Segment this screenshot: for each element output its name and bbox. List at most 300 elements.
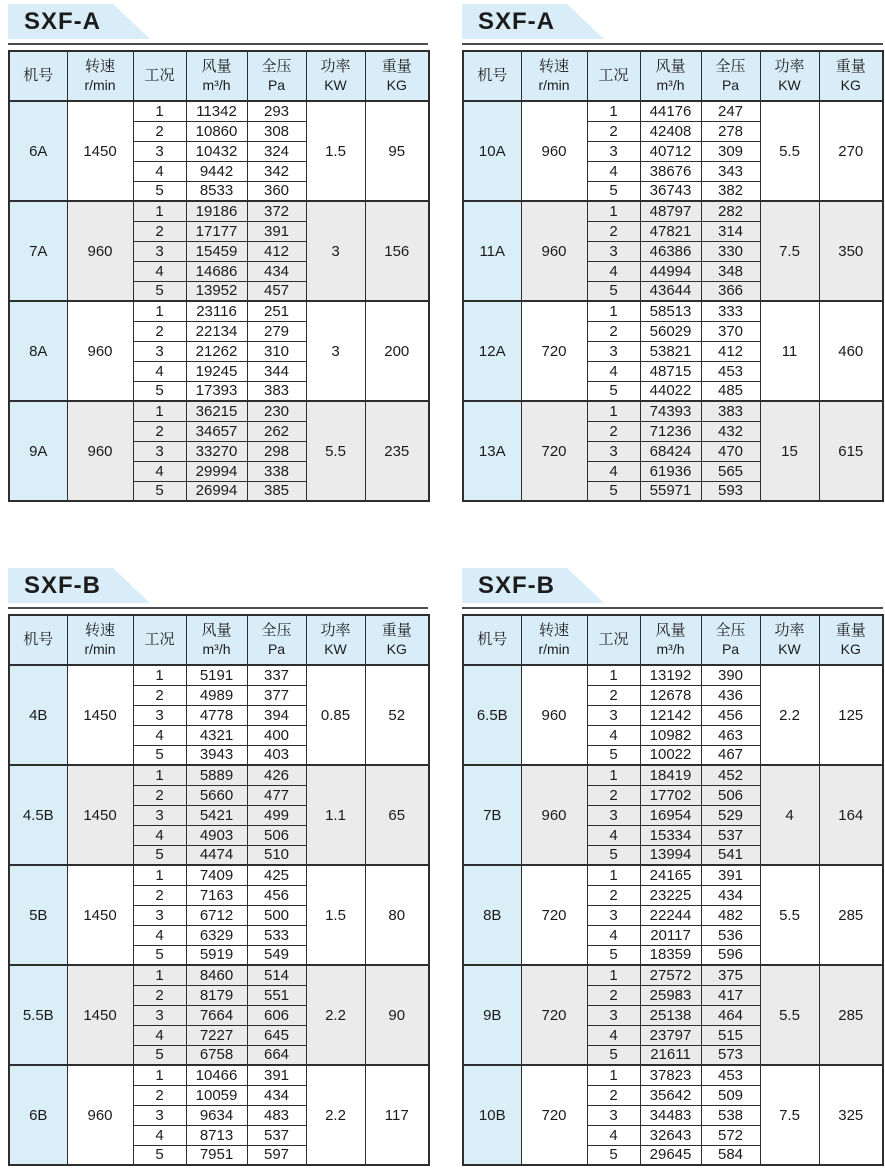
condition-cell: 3 (133, 1105, 186, 1125)
power-cell: 7.5 (760, 1065, 819, 1165)
pressure-cell: 573 (701, 1045, 760, 1065)
spec-row (463, 765, 883, 785)
airflow-cell: 17177 (186, 221, 247, 241)
condition-cell: 1 (587, 301, 640, 321)
condition-cell: 5 (587, 1145, 640, 1165)
spec-panel (8, 4, 428, 502)
pressure-cell: 565 (701, 461, 760, 481)
col-header-power: 功率 KW (760, 615, 819, 665)
model-cell: 5.5B (9, 965, 67, 1065)
model-cell: 4.5B (9, 765, 67, 865)
condition-cell: 4 (587, 161, 640, 181)
spec-table (8, 50, 430, 502)
spec-panel (8, 568, 428, 1166)
col-header-condition: 工况 (587, 51, 640, 101)
weight-cell: 200 (365, 301, 429, 401)
weight-cell: 235 (365, 401, 429, 501)
pressure-cell: 483 (247, 1105, 306, 1125)
pressure-cell: 464 (701, 1005, 760, 1025)
airflow-cell: 55971 (640, 481, 701, 501)
airflow-cell: 11342 (186, 101, 247, 121)
condition-cell: 3 (133, 141, 186, 161)
condition-cell: 1 (133, 965, 186, 985)
condition-cell: 5 (587, 945, 640, 965)
model-cell: 8A (9, 301, 67, 401)
airflow-cell: 3943 (186, 745, 247, 765)
airflow-cell: 13192 (640, 665, 701, 685)
airflow-cell: 47821 (640, 221, 701, 241)
condition-cell: 3 (587, 1105, 640, 1125)
condition-cell: 2 (587, 421, 640, 441)
speed-cell: 960 (521, 765, 587, 865)
condition-cell: 3 (587, 141, 640, 161)
airflow-cell: 74393 (640, 401, 701, 421)
airflow-cell: 29994 (186, 461, 247, 481)
condition-cell: 5 (587, 845, 640, 865)
airflow-cell: 32643 (640, 1125, 701, 1145)
spec-row (9, 765, 429, 785)
spec-panel (462, 4, 883, 502)
spec-table (462, 50, 884, 502)
power-cell: 2.2 (306, 1065, 365, 1165)
pressure-cell: 293 (247, 101, 306, 121)
weight-cell: 460 (819, 301, 883, 401)
weight-cell: 80 (365, 865, 429, 965)
condition-cell: 1 (587, 401, 640, 421)
header-row (463, 51, 883, 101)
spec-row (463, 301, 883, 321)
col-header-pressure: 全压 Pa (701, 51, 760, 101)
airflow-cell: 10466 (186, 1065, 247, 1085)
spec-row (9, 201, 429, 221)
pressure-cell: 391 (701, 865, 760, 885)
model-cell: 6A (9, 101, 67, 201)
condition-cell: 2 (587, 785, 640, 805)
spec-row (9, 665, 429, 685)
weight-cell: 285 (819, 865, 883, 965)
airflow-cell: 24165 (640, 865, 701, 885)
condition-cell: 1 (587, 1065, 640, 1085)
airflow-cell: 15459 (186, 241, 247, 261)
airflow-cell: 15334 (640, 825, 701, 845)
pressure-cell: 506 (701, 785, 760, 805)
weight-cell: 164 (819, 765, 883, 865)
spec-row (9, 865, 429, 885)
col-header-weight: 重量 KG (819, 51, 883, 101)
airflow-cell: 10432 (186, 141, 247, 161)
condition-cell: 3 (587, 241, 640, 261)
header-row (9, 615, 429, 665)
condition-cell: 5 (133, 381, 186, 401)
weight-cell: 285 (819, 965, 883, 1065)
condition-cell: 2 (133, 1085, 186, 1105)
condition-cell: 1 (133, 301, 186, 321)
condition-cell: 3 (587, 805, 640, 825)
pressure-cell: 467 (701, 745, 760, 765)
airflow-cell: 5919 (186, 945, 247, 965)
pressure-cell: 383 (701, 401, 760, 421)
condition-cell: 4 (587, 925, 640, 945)
airflow-cell: 4989 (186, 685, 247, 705)
spec-row (9, 101, 429, 121)
col-header-condition: 工况 (587, 615, 640, 665)
condition-cell: 3 (133, 441, 186, 461)
pressure-cell: 342 (247, 161, 306, 181)
condition-cell: 5 (133, 1145, 186, 1165)
col-header-condition: 工况 (133, 51, 186, 101)
airflow-cell: 8460 (186, 965, 247, 985)
pressure-cell: 596 (701, 945, 760, 965)
airflow-cell: 58513 (640, 301, 701, 321)
power-cell: 5.5 (306, 401, 365, 501)
airflow-cell: 56029 (640, 321, 701, 341)
pressure-cell: 348 (701, 261, 760, 281)
spec-row (463, 101, 883, 121)
condition-cell: 1 (133, 401, 186, 421)
col-header-airflow: 风量 m³/h (640, 615, 701, 665)
speed-cell: 720 (521, 1065, 587, 1165)
pressure-cell: 412 (701, 341, 760, 361)
section-title-bar (8, 4, 428, 39)
spec-row (463, 201, 883, 221)
pressure-cell: 382 (701, 181, 760, 201)
speed-cell: 1450 (67, 865, 133, 965)
condition-cell: 1 (587, 765, 640, 785)
pressure-cell: 597 (247, 1145, 306, 1165)
pressure-cell: 509 (701, 1085, 760, 1105)
title-rule (462, 43, 883, 45)
condition-cell: 1 (587, 101, 640, 121)
pressure-cell: 337 (247, 665, 306, 685)
speed-cell: 960 (521, 201, 587, 301)
airflow-cell: 38676 (640, 161, 701, 181)
speed-cell: 720 (521, 301, 587, 401)
pressure-cell: 499 (247, 805, 306, 825)
header-row (9, 51, 429, 101)
speed-cell: 1450 (67, 765, 133, 865)
pressure-cell: 537 (701, 825, 760, 845)
pressure-cell: 500 (247, 905, 306, 925)
condition-cell: 1 (587, 865, 640, 885)
condition-cell: 1 (587, 665, 640, 685)
col-header-weight: 重量 KG (365, 51, 429, 101)
spec-row (463, 965, 883, 985)
condition-cell: 1 (133, 101, 186, 121)
pressure-cell: 453 (701, 361, 760, 381)
title-rule (8, 607, 428, 609)
col-header-speed: 转速 r/min (67, 615, 133, 665)
col-header-weight: 重量 KG (819, 615, 883, 665)
pressure-cell: 482 (701, 905, 760, 925)
airflow-cell: 44022 (640, 381, 701, 401)
pressure-cell: 536 (701, 925, 760, 945)
airflow-cell: 18359 (640, 945, 701, 965)
model-cell: 10B (463, 1065, 521, 1165)
airflow-cell: 43644 (640, 281, 701, 301)
section-title: SXF-A (24, 8, 101, 35)
airflow-cell: 19245 (186, 361, 247, 381)
condition-cell: 2 (133, 321, 186, 341)
pressure-cell: 456 (701, 705, 760, 725)
airflow-cell: 37823 (640, 1065, 701, 1085)
speed-cell: 960 (67, 301, 133, 401)
airflow-cell: 6329 (186, 925, 247, 945)
airflow-cell: 5889 (186, 765, 247, 785)
condition-cell: 5 (133, 481, 186, 501)
power-cell: 5.5 (760, 101, 819, 201)
condition-cell: 2 (133, 785, 186, 805)
weight-cell: 90 (365, 965, 429, 1065)
airflow-cell: 22244 (640, 905, 701, 925)
section-sxf-b (8, 568, 885, 1166)
airflow-cell: 36743 (640, 181, 701, 201)
airflow-cell: 9442 (186, 161, 247, 181)
power-cell: 4 (760, 765, 819, 865)
model-cell: 11A (463, 201, 521, 301)
pressure-cell: 456 (247, 885, 306, 905)
condition-cell: 4 (133, 461, 186, 481)
pressure-cell: 247 (701, 101, 760, 121)
section-title-bar (462, 568, 883, 603)
weight-cell: 615 (819, 401, 883, 501)
airflow-cell: 21611 (640, 1045, 701, 1065)
section-title-bar (462, 4, 883, 39)
title-rule (462, 607, 883, 609)
model-cell: 12A (463, 301, 521, 401)
power-cell: 15 (760, 401, 819, 501)
pressure-cell: 366 (701, 281, 760, 301)
pressure-cell: 506 (247, 825, 306, 845)
condition-cell: 3 (133, 905, 186, 925)
airflow-cell: 61936 (640, 461, 701, 481)
pressure-cell: 533 (247, 925, 306, 945)
condition-cell: 3 (133, 1005, 186, 1025)
model-cell: 7A (9, 201, 67, 301)
condition-cell: 2 (133, 985, 186, 1005)
condition-cell: 5 (587, 745, 640, 765)
speed-cell: 1450 (67, 665, 133, 765)
condition-cell: 5 (587, 1045, 640, 1065)
condition-cell: 5 (133, 745, 186, 765)
pressure-cell: 309 (701, 141, 760, 161)
pressure-cell: 251 (247, 301, 306, 321)
condition-cell: 4 (133, 725, 186, 745)
condition-cell: 3 (587, 705, 640, 725)
condition-cell: 1 (587, 965, 640, 985)
model-cell: 9A (9, 401, 67, 501)
condition-cell: 2 (587, 985, 640, 1005)
condition-cell: 2 (587, 685, 640, 705)
airflow-cell: 29645 (640, 1145, 701, 1165)
col-header-pressure: 全压 Pa (701, 615, 760, 665)
condition-cell: 1 (133, 765, 186, 785)
power-cell: 11 (760, 301, 819, 401)
model-cell: 8B (463, 865, 521, 965)
airflow-cell: 22134 (186, 321, 247, 341)
spec-row (463, 1065, 883, 1085)
condition-cell: 5 (133, 181, 186, 201)
condition-cell: 4 (587, 725, 640, 745)
condition-cell: 5 (133, 945, 186, 965)
airflow-cell: 10059 (186, 1085, 247, 1105)
power-cell: 5.5 (760, 865, 819, 965)
condition-cell: 1 (133, 665, 186, 685)
condition-cell: 3 (587, 441, 640, 461)
condition-cell: 4 (133, 825, 186, 845)
airflow-cell: 7227 (186, 1025, 247, 1045)
weight-cell: 350 (819, 201, 883, 301)
model-cell: 10A (463, 101, 521, 201)
col-header-model: 机号 (9, 615, 67, 665)
airflow-cell: 42408 (640, 121, 701, 141)
pressure-cell: 391 (247, 1065, 306, 1085)
pressure-cell: 310 (247, 341, 306, 361)
airflow-cell: 13952 (186, 281, 247, 301)
condition-cell: 1 (133, 865, 186, 885)
airflow-cell: 71236 (640, 421, 701, 441)
pressure-cell: 279 (247, 321, 306, 341)
pressure-cell: 343 (701, 161, 760, 181)
condition-cell: 5 (587, 381, 640, 401)
pressure-cell: 457 (247, 281, 306, 301)
airflow-cell: 12142 (640, 705, 701, 725)
airflow-cell: 21262 (186, 341, 247, 361)
spec-row (463, 865, 883, 885)
power-cell: 3 (306, 301, 365, 401)
pressure-cell: 538 (701, 1105, 760, 1125)
pressure-cell: 551 (247, 985, 306, 1005)
airflow-cell: 33270 (186, 441, 247, 461)
pressure-cell: 360 (247, 181, 306, 201)
airflow-cell: 19186 (186, 201, 247, 221)
pressure-cell: 606 (247, 1005, 306, 1025)
condition-cell: 4 (133, 161, 186, 181)
pressure-cell: 664 (247, 1045, 306, 1065)
airflow-cell: 4321 (186, 725, 247, 745)
airflow-cell: 44176 (640, 101, 701, 121)
model-cell: 6B (9, 1065, 67, 1165)
col-header-weight: 重量 KG (365, 615, 429, 665)
model-cell: 5B (9, 865, 67, 965)
condition-cell: 5 (133, 281, 186, 301)
pressure-cell: 330 (701, 241, 760, 261)
airflow-cell: 27572 (640, 965, 701, 985)
condition-cell: 4 (587, 261, 640, 281)
section-sxf-a (8, 4, 885, 502)
speed-cell: 960 (521, 101, 587, 201)
pressure-cell: 572 (701, 1125, 760, 1145)
header-row (463, 615, 883, 665)
pressure-cell: 426 (247, 765, 306, 785)
airflow-cell: 20117 (640, 925, 701, 945)
spec-row (463, 665, 883, 685)
airflow-cell: 40712 (640, 141, 701, 161)
airflow-cell: 17702 (640, 785, 701, 805)
airflow-cell: 25138 (640, 1005, 701, 1025)
power-cell: 1.1 (306, 765, 365, 865)
power-cell: 0.85 (306, 665, 365, 765)
model-cell: 13A (463, 401, 521, 501)
power-cell: 3 (306, 201, 365, 301)
pressure-cell: 529 (701, 805, 760, 825)
airflow-cell: 10982 (640, 725, 701, 745)
airflow-cell: 4778 (186, 705, 247, 725)
speed-cell: 720 (521, 965, 587, 1065)
condition-cell: 5 (587, 481, 640, 501)
airflow-cell: 17393 (186, 381, 247, 401)
col-header-power: 功率 KW (760, 51, 819, 101)
airflow-cell: 13994 (640, 845, 701, 865)
condition-cell: 4 (133, 361, 186, 381)
col-header-power: 功率 KW (306, 615, 365, 665)
condition-cell: 3 (587, 905, 640, 925)
condition-cell: 2 (133, 121, 186, 141)
airflow-cell: 44994 (640, 261, 701, 281)
pressure-cell: 645 (247, 1025, 306, 1045)
airflow-cell: 23116 (186, 301, 247, 321)
pressure-cell: 485 (701, 381, 760, 401)
condition-cell: 4 (587, 825, 640, 845)
spec-row (463, 401, 883, 421)
pressure-cell: 377 (247, 685, 306, 705)
pressure-cell: 298 (247, 441, 306, 461)
weight-cell: 270 (819, 101, 883, 201)
pressure-cell: 375 (701, 965, 760, 985)
condition-cell: 2 (133, 221, 186, 241)
pressure-cell: 537 (247, 1125, 306, 1145)
airflow-cell: 4474 (186, 845, 247, 865)
pressure-cell: 394 (247, 705, 306, 725)
model-cell: 9B (463, 965, 521, 1065)
speed-cell: 720 (521, 865, 587, 965)
pressure-cell: 314 (701, 221, 760, 241)
col-header-speed: 转速 r/min (67, 51, 133, 101)
pressure-cell: 477 (247, 785, 306, 805)
pressure-cell: 385 (247, 481, 306, 501)
spec-table (8, 614, 430, 1166)
pressure-cell: 372 (247, 201, 306, 221)
pressure-cell: 383 (247, 381, 306, 401)
pressure-cell: 470 (701, 441, 760, 461)
section-title: SXF-B (24, 572, 101, 599)
condition-cell: 2 (587, 1085, 640, 1105)
airflow-cell: 6712 (186, 905, 247, 925)
airflow-cell: 23225 (640, 885, 701, 905)
airflow-cell: 7163 (186, 885, 247, 905)
airflow-cell: 68424 (640, 441, 701, 461)
pressure-cell: 230 (247, 401, 306, 421)
model-cell: 4B (9, 665, 67, 765)
pressure-cell: 436 (701, 685, 760, 705)
weight-cell: 156 (365, 201, 429, 301)
condition-cell: 2 (587, 885, 640, 905)
pressure-cell: 403 (247, 745, 306, 765)
condition-cell: 3 (133, 705, 186, 725)
airflow-cell: 14686 (186, 261, 247, 281)
pressure-cell: 338 (247, 461, 306, 481)
pressure-cell: 333 (701, 301, 760, 321)
spec-panel (462, 568, 883, 1166)
airflow-cell: 35642 (640, 1085, 701, 1105)
pressure-cell: 432 (701, 421, 760, 441)
power-cell: 1.5 (306, 101, 365, 201)
pressure-cell: 510 (247, 845, 306, 865)
pressure-cell: 400 (247, 725, 306, 745)
condition-cell: 2 (587, 221, 640, 241)
airflow-cell: 34483 (640, 1105, 701, 1125)
model-cell: 6.5B (463, 665, 521, 765)
condition-cell: 4 (587, 361, 640, 381)
